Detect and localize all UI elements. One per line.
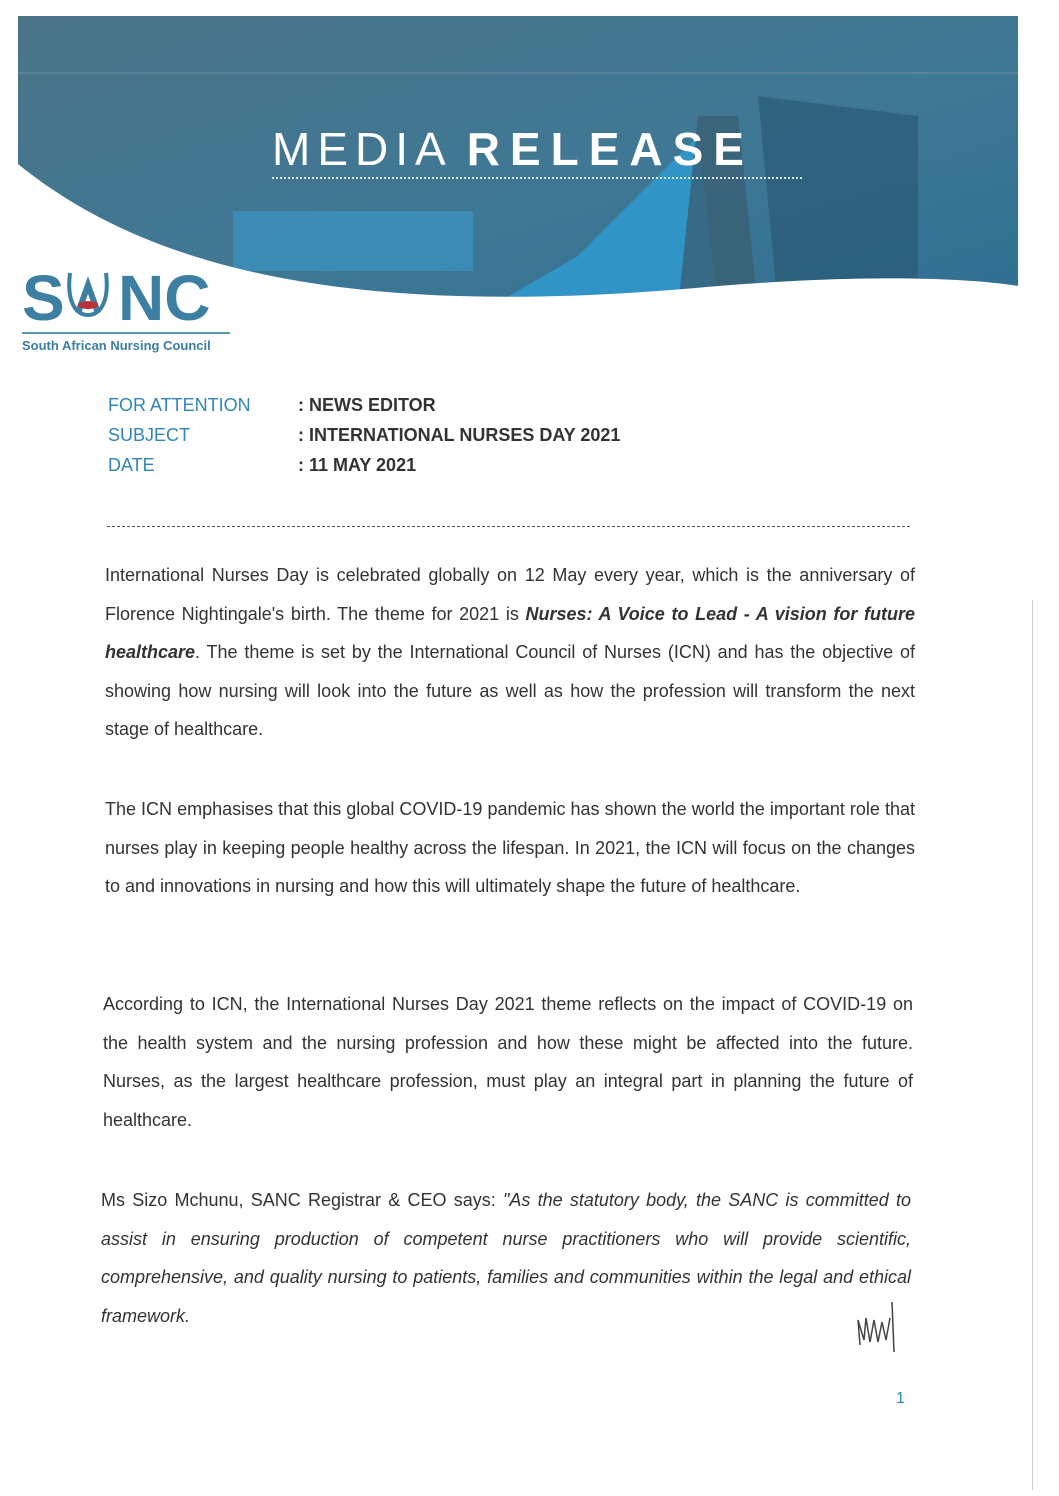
paragraph-2: The ICN emphasises that this global COVID-19 pandemic has shown the world the important role that nurses play in keeping people healthy across the lifespan. In 2021, the ICN will focus on the changes to and innovations in nursing and how this will ultimately shape the future of healthcare. [105, 799, 915, 896]
handwritten-initials [850, 1300, 910, 1355]
banner-title: MEDIA RELEASE [272, 123, 754, 175]
page-number: 1 [896, 1390, 905, 1407]
scan-edge [1032, 600, 1033, 1490]
logo-rule [22, 332, 230, 334]
paragraph-4: Ms Sizo Mchunu, SANC Registrar & CEO says: "As the statutory body, the SANC is committed to assist in ensuring production of competent nurse practitioners who will provide scientific, comprehensive, and quality nursing to patients, families and communities within the legal and ethical framework. [101, 1190, 912, 1326]
svg-text:S: S [22, 265, 65, 325]
sanc-logo-mark [22, 265, 237, 325]
sanc-logo [22, 265, 237, 353]
svg-text:NC: NC [118, 265, 211, 325]
title-dotted-rule [272, 177, 802, 179]
document-page: MEDIA RELEASE S NC South African Nursing Council FOR ATTENTION : NEWS EDITOR SUBJECT : INTERNATIONAL NURSES DAY 2021 DATE : 11 MAY 2021 International Nurses Day is celebrated globally on 12 May every year, which is the anniversary of Florence Nightingale's birth. The theme for 2021 is Nurses: A Voice to Lead - A vision for future healthcare. The theme is set by the International Council of Nurses (ICN) and has the objective of showing how nursing will look into the future as well as how the profession will transform the next stage of healthcare. The ICN emphasises that this global COVID-19 pandemic has shown the world the important role that nurses play in keeping people healthy across the lifespan. In 2021, the ICN will focus on the changes to and innovations in nursing and how this will ultimately shape the future of healthcare. According to ICN, the International Nurses Day 2021 theme reflects on the impact of COVID-19 on the health system and the nursing profession and how these might be affected into the future. Nurses, as the largest healthcare profession, must play an integral part in planning the future of healthcare. Ms Sizo Mchunu, SANC Registrar & CEO says: "As the statutory body, the SANC is committed to assist in ensuring production of competent nurse practitioners who will provide scientific, comprehensive, and quality nursing to patients, families and communities within the legal and ethical framework. 1 [0, 0, 1059, 1496]
org-name: South African Nursing Council [22, 338, 211, 353]
dashed-separator [107, 526, 910, 527]
paragraph-1: International Nurses Day is celebrated globally on 12 May every year, which is the anniversary of Florence Nightingale's birth. The theme for 2021 is Nurses: A Voice to Lead - A vision for future healthcare. The theme is set by the International Council of Nurses (ICN) and has the objective of showing how nursing will look into the future as well as how the profession will transform the next stage of healthcare. [105, 565, 915, 739]
paragraph-3: According to ICN, the International Nurses Day 2021 theme reflects on the impact of COVID-19 on the health system and the nursing profession and how these might be affected into the future. Nurses, as the largest healthcare profession, must play an integral part in planning the future of healthcare. [103, 994, 913, 1130]
